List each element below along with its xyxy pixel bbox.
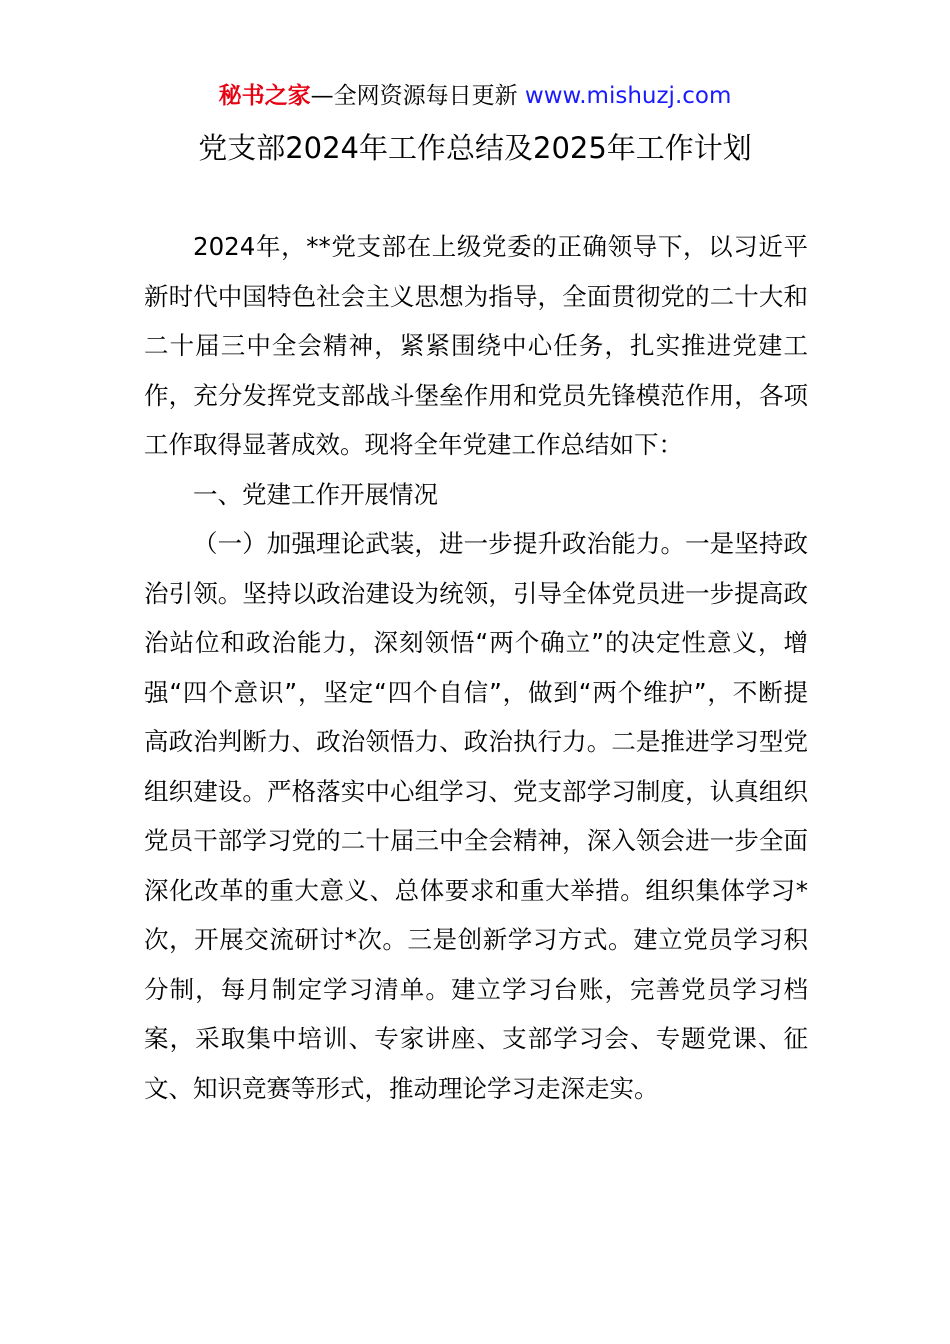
paragraph-intro: 2024年，**党支部在上级党委的正确领导下，以习近平新时代中国特色社会主义思想为指导，全面贯彻党的二十大和二十届三中全会精神，紧紧围绕中心任务，扎实推进党建工作，充分发挥党支部战斗堡垒作用和党员先锋模范作用，各项工作取得显著成效。现将全年党建工作总结如下： (144, 232, 808, 459)
site-header (0, 80, 950, 112)
site-brand: 秘书之家 (218, 83, 311, 109)
paragraph-section-1-1: （一）加强理论武装，进一步提升政治能力。一是坚持政治引领。坚持以政治建设为统领，引导全体党员进一步提高政治站位和政治能力，深刻领悟“两个确立”的决定性意义，增强“四个意识”，坚定“四个自信”，做到“两个维护”，不断提高政治判断力、政治领悟力、政治执行力。二是推进学习型党组织建设。严格落实中心组学习、党支部学习制度，认真组织党员干部学习党的二十届三中全会精神，深入领会进一步全面深化改革的重大意义、总体要求和重大举措。组织集体学习*次，开展交流研讨*次。三是创新学习方式。建立党员学习积分制，每月制定学习清单。建立学习台账，完善党员学习档案，采取集中培训、专家讲座、支部学习会、专题党课、征文、知识竞赛等形式，推动理论学习走深走实。 (144, 529, 808, 1103)
section-heading-1: 一、党建工作开展情况 (193, 479, 438, 509)
document-title: 党支部2024年工作总结及2025年工作计划 (198, 131, 752, 165)
site-url-link[interactable]: www.mishuzj.com (524, 83, 732, 109)
site-tagline: —全网资源每日更新 (310, 83, 525, 109)
document-body (144, 222, 808, 1113)
